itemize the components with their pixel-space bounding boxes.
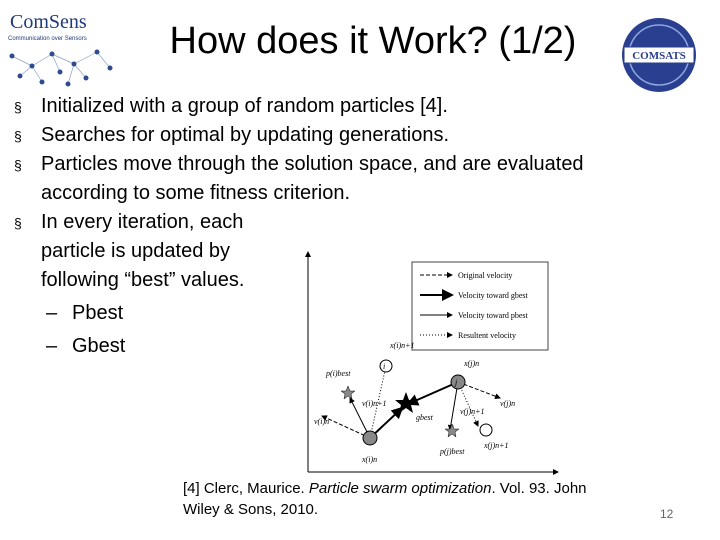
diagram-label: p(i)best (326, 369, 351, 378)
comsens-logo (2, 6, 120, 92)
reference-title: Particle swarm optimization (308, 480, 492, 497)
legend-item: Velocity toward pbest (458, 311, 528, 320)
pbest-star-icon (341, 386, 355, 399)
reference-prefix: [4] Clerc, Maurice. (183, 480, 309, 497)
dash-marker-icon: – (46, 335, 58, 357)
sub-bullet-text: Gbest (72, 335, 126, 357)
bullet-item (14, 150, 644, 208)
diagram-label: x(i)n+1 (390, 341, 415, 350)
diagram-label: i (383, 362, 386, 371)
bullet-text: Particles move through the solution space, and are evaluated according to some fitness criterion. (41, 153, 584, 204)
logo-left-text: ComSens (10, 11, 87, 33)
legend-item: Original velocity (458, 271, 513, 280)
diagram-label: x(j)n (464, 359, 480, 368)
diagram-label: v(i)n (314, 417, 330, 426)
logo-right-text: COMSATS (632, 50, 686, 62)
bullet-item (14, 92, 644, 121)
particle-j (451, 375, 465, 389)
diagram-label: v(j)n+1 (460, 407, 485, 416)
pso-diagram (300, 248, 562, 476)
page-number: 12 (660, 507, 674, 521)
bullet-marker-icon: § (14, 99, 22, 115)
diagram-label: v(j)n (500, 399, 516, 408)
particle-i (363, 431, 377, 445)
diagram-label: v(i)n+1 (362, 399, 387, 408)
slide-title: How does it Work? (1/2) (169, 20, 577, 62)
dash-marker-icon: – (46, 302, 58, 324)
diagram-label: x(i)n (362, 455, 378, 464)
legend-item: Velocity toward gbest (458, 291, 528, 300)
pbest-star-icon (445, 424, 459, 437)
particle-i-next (380, 360, 392, 372)
legend-item: Resultent velocity (458, 331, 516, 340)
particle-j-next (480, 424, 492, 436)
bullet-text: Initialized with a group of random particles [4]. (41, 95, 448, 117)
diagram-label: p(j)best (440, 447, 465, 456)
bullet-text: Searches for optimal by updating generations. (41, 124, 450, 146)
bullet-marker-icon: § (14, 215, 22, 231)
comsats-logo (620, 16, 698, 94)
gbest-star-icon (395, 392, 417, 413)
bullet-marker-icon: § (14, 157, 22, 173)
logo-left-subtext: Communication over Sensors (8, 36, 87, 42)
legend (412, 262, 548, 350)
reference (183, 478, 603, 520)
diagram-label: j (455, 378, 458, 387)
diagram-label: gbest (416, 413, 433, 422)
bullet-marker-icon: § (14, 128, 22, 144)
sub-bullet-text: Pbest (72, 302, 124, 324)
diagram-label: x(j)n+1 (484, 441, 509, 450)
bullet-text: In every iteration, each particle is updated by following “best” values. (41, 211, 245, 291)
bullet-item (14, 121, 644, 150)
reference-suffix: . Vol. 93. John Wiley & Sons, 2010. (183, 480, 587, 518)
